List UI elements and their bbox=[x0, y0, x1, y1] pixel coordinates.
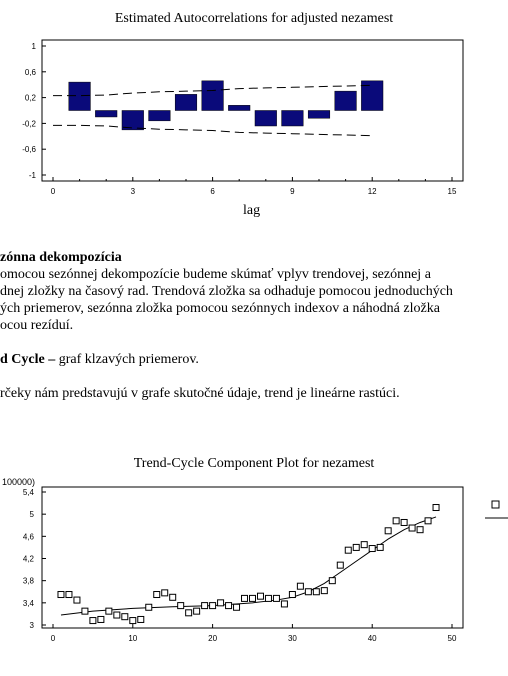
data-point bbox=[281, 601, 287, 607]
chart2-title: Trend-Cycle Component Plot for nezamest bbox=[133, 456, 375, 471]
y-tick-label: 3,4 bbox=[22, 598, 34, 608]
data-point bbox=[122, 614, 128, 620]
legend-data-marker bbox=[492, 501, 499, 508]
data-point bbox=[425, 518, 431, 524]
data-point bbox=[90, 618, 96, 624]
data-point bbox=[66, 592, 72, 598]
data-point bbox=[313, 589, 319, 595]
data-point bbox=[82, 608, 88, 614]
data-point bbox=[74, 597, 80, 603]
data-point bbox=[409, 525, 415, 531]
y-tick-label: -0,6 bbox=[22, 145, 36, 155]
data-point bbox=[194, 608, 200, 614]
x-tick-label: 10 bbox=[128, 634, 138, 643]
data-point bbox=[178, 603, 184, 609]
data-point bbox=[257, 593, 263, 599]
data-point bbox=[114, 612, 120, 618]
data-point bbox=[329, 578, 335, 584]
data-point bbox=[202, 603, 208, 609]
section-heading: zónna dekompozícia bbox=[0, 250, 122, 265]
chart2-frame bbox=[42, 487, 463, 628]
paragraph-line: rčeky nám predstavujú v grafe skutočné údaje, trend je lineárne rastúci. bbox=[0, 386, 400, 401]
y-tick-label: 3,8 bbox=[22, 576, 34, 586]
trend-cycle-term: d Cycle – bbox=[0, 352, 56, 367]
y-tick-label: 3 bbox=[29, 621, 34, 630]
data-point bbox=[98, 616, 104, 622]
chart1-xlabel: lag bbox=[243, 203, 261, 218]
x-tick-label: 30 bbox=[287, 634, 297, 643]
data-point bbox=[321, 588, 327, 594]
data-point bbox=[242, 595, 248, 601]
data-point bbox=[297, 583, 303, 589]
chart2-scale-label: 100000) bbox=[2, 477, 36, 487]
paragraph-line: ých priemerov, sezónna zložka pomocou sezónnych indexov a náhodná zložka bbox=[0, 301, 440, 316]
data-point bbox=[170, 594, 176, 600]
data-point bbox=[337, 562, 343, 568]
y-tick-label: 5,4 bbox=[22, 488, 34, 497]
data-point bbox=[106, 608, 112, 614]
data-point bbox=[154, 592, 160, 598]
paragraph-line: ocou rezíduí. bbox=[0, 318, 74, 333]
x-tick-label: 40 bbox=[367, 634, 377, 643]
data-point bbox=[130, 618, 136, 624]
x-tick-label: 0 bbox=[50, 187, 56, 196]
y-tick-label: -1 bbox=[28, 171, 36, 180]
data-point bbox=[345, 547, 351, 553]
data-point bbox=[289, 592, 295, 598]
data-point bbox=[210, 603, 216, 609]
paragraph-line: omocou sezónnej dekompozície budeme skúmať vplyv trendovej, sezónnej a bbox=[0, 267, 431, 282]
chart1-title: Estimated Autocorrelations for adjusted nezamest bbox=[114, 11, 394, 26]
data-point bbox=[417, 527, 423, 533]
data-point bbox=[265, 595, 271, 601]
trend-cycle-description: graf klzavých priemerov. bbox=[55, 352, 199, 367]
x-tick-label: 0 bbox=[50, 634, 56, 643]
data-point bbox=[58, 592, 64, 598]
paragraph-line: dnej zložky na časový rad. Trendová zložka sa odhaduje pomocou jednoduchých bbox=[0, 284, 453, 299]
data-point bbox=[226, 603, 232, 609]
data-point bbox=[361, 542, 367, 548]
data-point bbox=[250, 595, 256, 601]
data-point bbox=[353, 544, 359, 550]
data-point bbox=[393, 518, 399, 524]
y-tick-label: 4,2 bbox=[22, 554, 34, 564]
data-point bbox=[218, 600, 224, 606]
y-tick-label: -0,2 bbox=[22, 119, 36, 129]
data-point bbox=[377, 544, 383, 550]
data-point bbox=[433, 505, 439, 511]
data-point bbox=[273, 595, 279, 601]
x-tick-label: 12 bbox=[367, 187, 377, 196]
y-tick-label: 0,6 bbox=[24, 67, 36, 77]
x-tick-label: 3 bbox=[130, 187, 136, 196]
y-tick-label: 1 bbox=[31, 42, 36, 51]
data-point bbox=[146, 604, 152, 610]
y-tick-label: 5 bbox=[29, 510, 34, 520]
data-point bbox=[138, 616, 144, 622]
data-point bbox=[162, 590, 168, 596]
data-point bbox=[369, 546, 375, 552]
data-point bbox=[385, 528, 391, 534]
data-point bbox=[305, 589, 311, 595]
x-tick-label: 6 bbox=[210, 187, 215, 196]
x-tick-label: 50 bbox=[447, 634, 457, 643]
y-tick-label: 4,6 bbox=[22, 532, 34, 542]
data-point bbox=[401, 519, 407, 525]
trend-cycle-line bbox=[61, 517, 436, 615]
x-tick-label: 20 bbox=[208, 634, 218, 643]
data-point bbox=[234, 604, 240, 610]
x-tick-label: 15 bbox=[447, 187, 457, 196]
x-tick-label: 9 bbox=[290, 187, 295, 196]
data-point bbox=[186, 610, 192, 616]
y-tick-label: 0,2 bbox=[24, 93, 36, 103]
